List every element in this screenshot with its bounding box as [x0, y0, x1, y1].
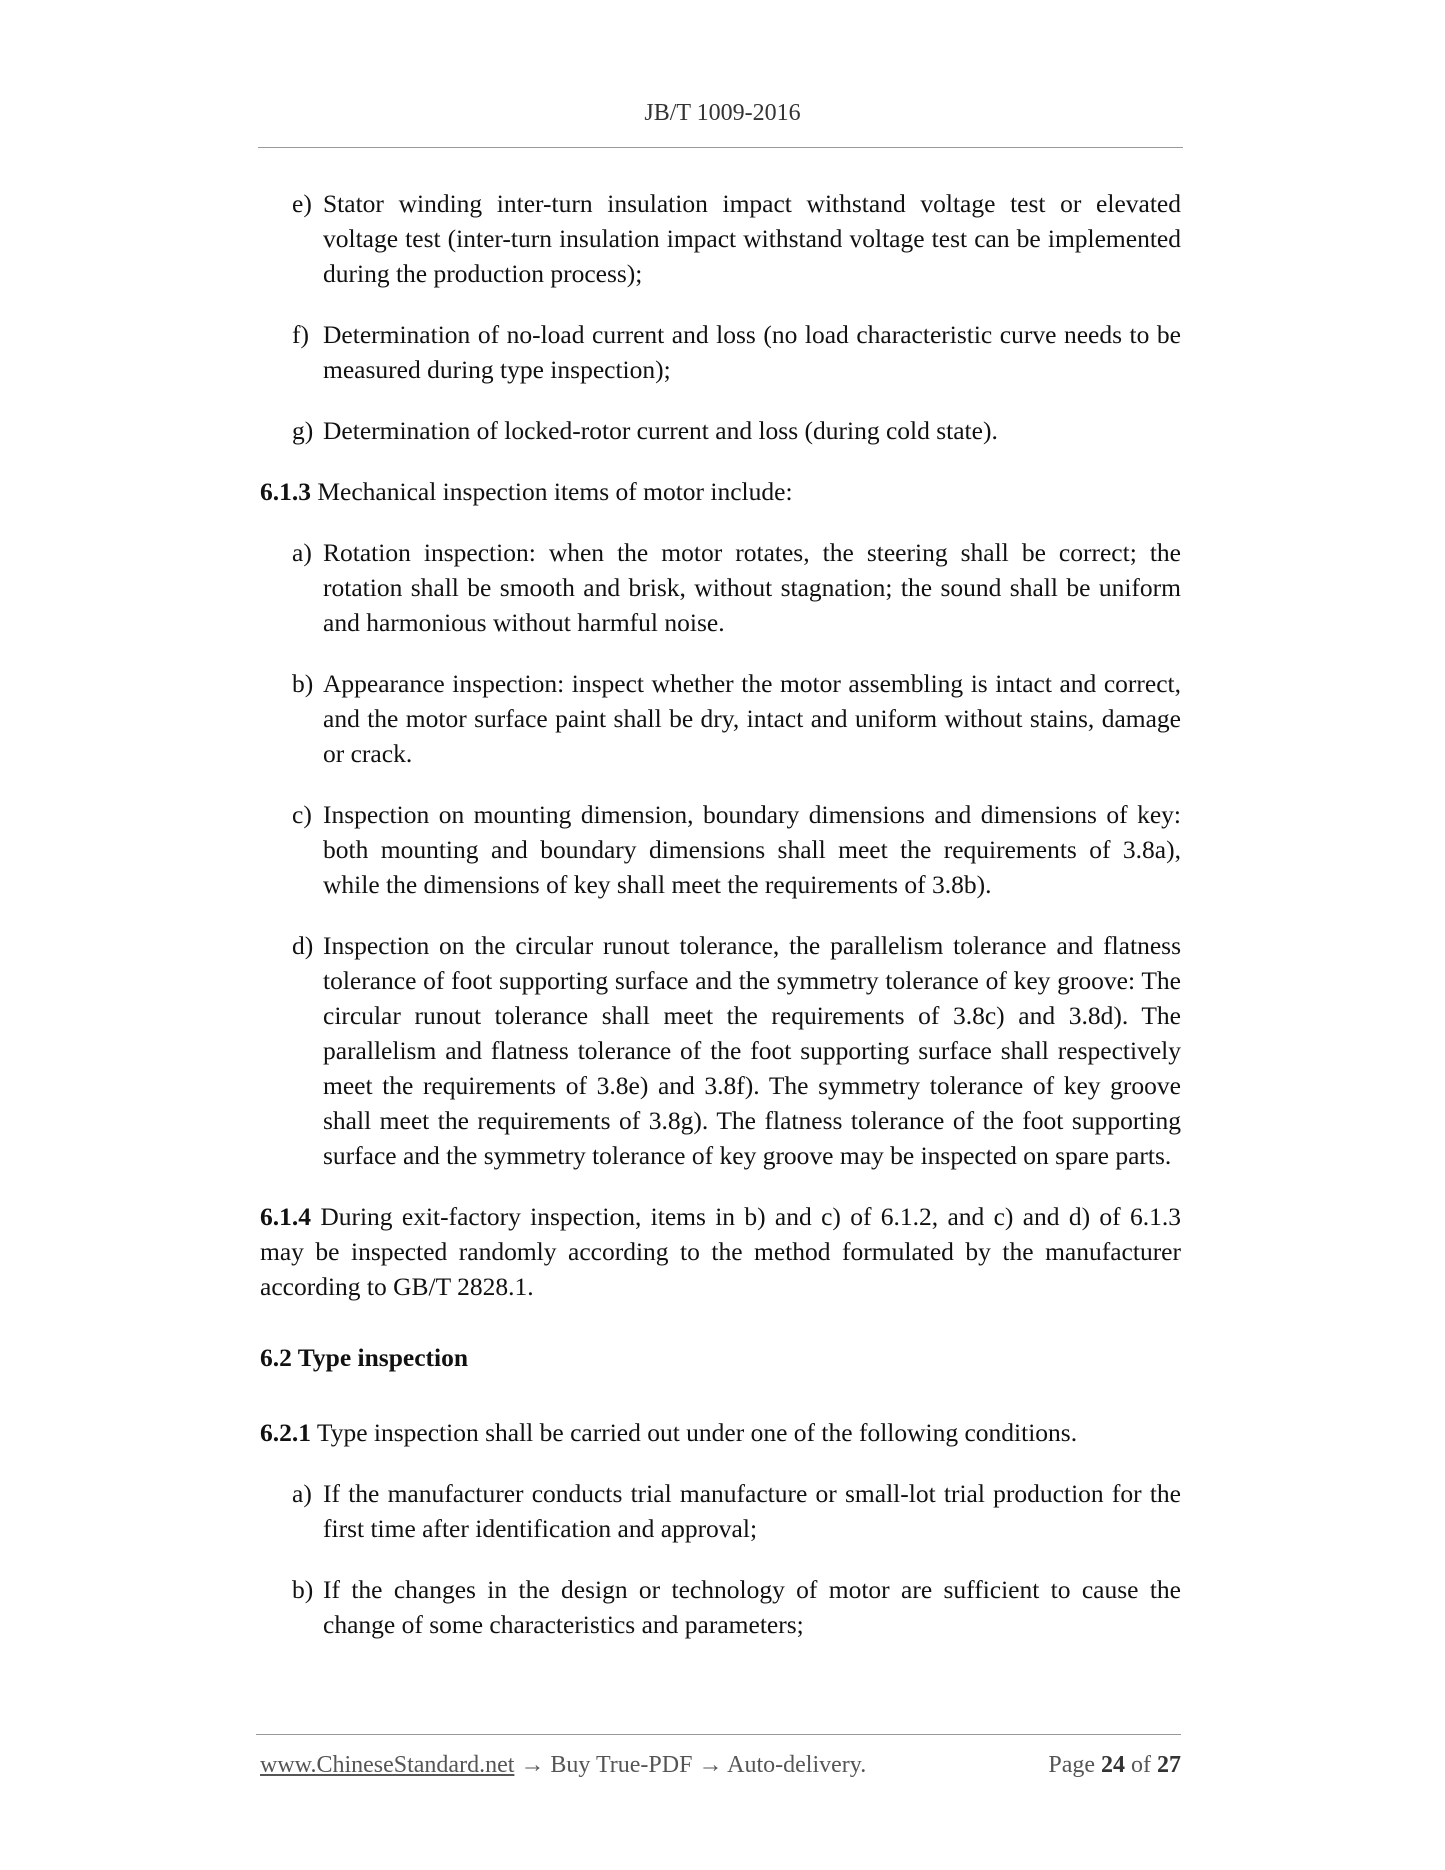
list-item-label: b) [292, 669, 314, 698]
list-item-text: Rotation inspection: when the motor rotates, the steering shall be correct; the rotation shall be smooth and brisk, without stagnation; the sound shall be uniform and harmonious without harmful noise. [323, 538, 1181, 637]
list-item-text: Inspection on the circular runout tolerance, the parallelism tolerance and flatness tolerance of foot supporting surface and the symmetry tolerance of key groove: The circular runout tolerance shall meet the requirements of 3.8c) and 3.8d). The parallelism and flatness tolerance of the foot supporting surface shall respectively meet the requirements of 3.8e) and 3.8f). The symmetry tolerance of key groove shall meet the requirements of 3.8g). The flatness tolerance of the foot supporting surface and the symmetry tolerance of key groove may be inspected on spare parts. [323, 931, 1181, 1170]
section-heading: 6.2 Type inspection [260, 1343, 469, 1372]
list-item-label: a) [292, 1479, 312, 1508]
list-item-text: If the manufacturer conducts trial manufacture or small-lot trial production for the first time after identification and approval; [323, 1479, 1181, 1543]
clause-number: 6.1.4 [260, 1202, 311, 1231]
list-item [260, 666, 1181, 771]
list-item-label: c) [292, 800, 312, 829]
website-link[interactable]: www.ChineseStandard.net [260, 1752, 515, 1778]
list-item-label: e) [292, 189, 312, 218]
clause-text: During exit-factory inspection, items in b) and c) of 6.1.2, and c) and d) of 6.1.3 may be inspected randomly according to the method formulated by the manufacturer according to GB/T 2828.1. [260, 1202, 1181, 1301]
list-item-label: a) [292, 538, 312, 567]
list-item [260, 535, 1181, 640]
list-item-text: If the changes in the design or technology of motor are sufficient to cause the change of some characteristics and parameters; [323, 1575, 1181, 1639]
clause-number: 6.1.3 [260, 477, 311, 506]
list-item-text: Inspection on mounting dimension, boundary dimensions and dimensions of key: both mounting and boundary dimensions shall meet the requirements of 3.8a), while the dimensions of key shall meet the requirements of 3.8b). [323, 800, 1181, 899]
buy-pdf-text: Buy True-PDF [550, 1752, 693, 1778]
list-item-text: Determination of locked-rotor current and loss (during cold state). [323, 416, 998, 445]
list-item-text: Appearance inspection: inspect whether the motor assembling is intact and correct, and the motor surface paint shall be dry, intact and uniform without stains, damage or crack. [323, 669, 1181, 768]
page-word: Page [1048, 1752, 1101, 1778]
page-indicator [1048, 1752, 1181, 1779]
document-code-header: JB/T 1009-2016 [644, 100, 801, 126]
clause-6-2-1 [260, 1415, 1181, 1450]
list-item-text: Stator winding inter-turn insulation impact withstand voltage test or elevated voltage test (inter-turn insulation impact withstand voltage test can be implemented during the production process); [323, 189, 1181, 288]
clause-text: Type inspection shall be carried out under one of the following conditions. [311, 1418, 1078, 1447]
list-item [260, 413, 1181, 448]
clause-text: Mechanical inspection items of motor include: [311, 477, 793, 506]
footer-links [260, 1752, 866, 1779]
list-item [260, 317, 1181, 387]
list-item-text: Determination of no-load current and loss (no load characteristic curve needs to be measured during type inspection); [323, 320, 1181, 384]
list-item-label: b) [292, 1575, 314, 1604]
list-item-label: g) [292, 416, 314, 445]
of-word: of [1125, 1752, 1157, 1778]
list-item [260, 797, 1181, 902]
page-body [260, 186, 1181, 1668]
list-item [260, 186, 1181, 291]
list-item-label: d) [292, 931, 314, 960]
clause-number: 6.2.1 [260, 1418, 311, 1447]
page-number: 24 [1101, 1752, 1125, 1778]
arrow-right-icon: → [692, 1752, 728, 1778]
list-item [260, 928, 1181, 1173]
clause-6-1-3 [260, 474, 1181, 509]
arrow-right-icon: → [514, 1752, 551, 1778]
list-item [260, 1476, 1181, 1546]
header-divider [258, 147, 1183, 148]
delivery-text: Auto-delivery. [727, 1752, 867, 1778]
list-item-label: f) [292, 320, 309, 349]
list-item [260, 1572, 1181, 1642]
footer-divider [256, 1734, 1181, 1735]
clause-6-1-4 [260, 1199, 1181, 1304]
page-total: 27 [1157, 1752, 1181, 1778]
